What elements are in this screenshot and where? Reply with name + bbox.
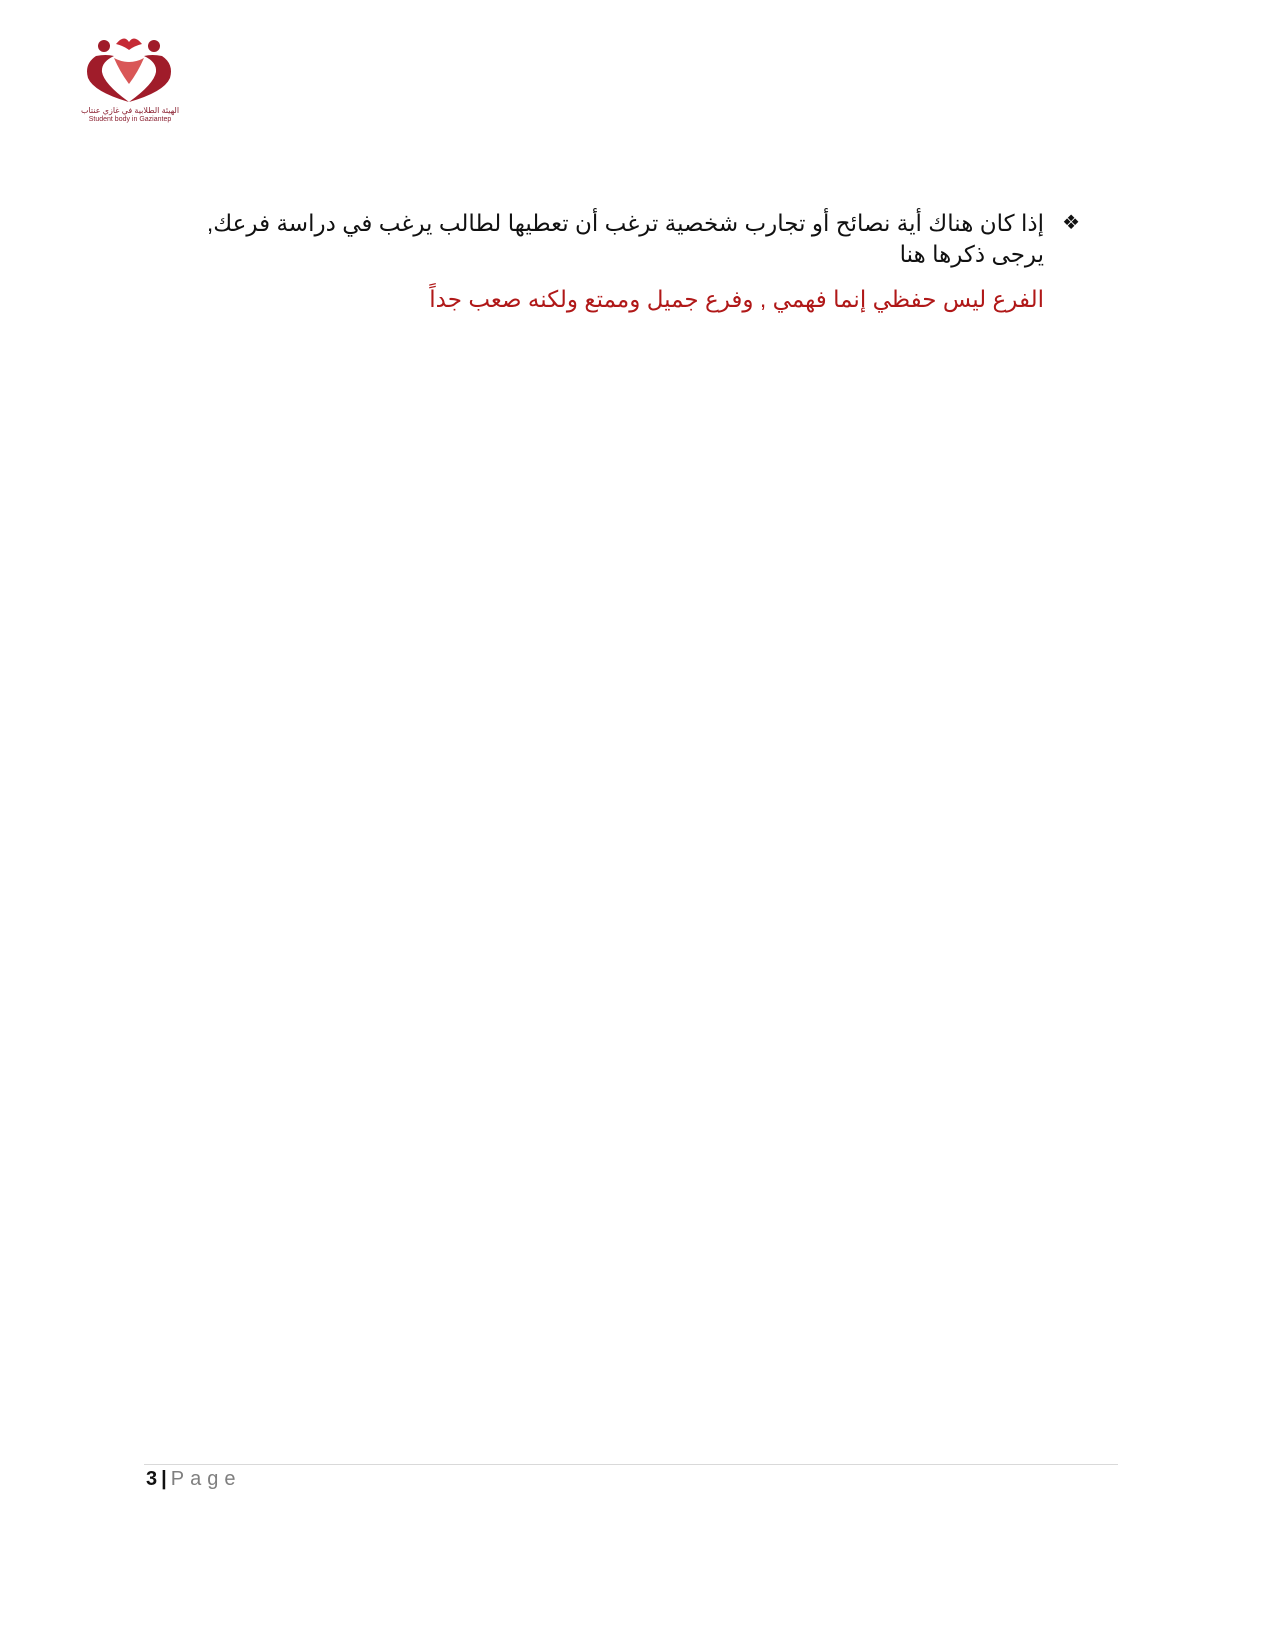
page-label: Page <box>170 1468 242 1490</box>
page-footer <box>146 1468 241 1491</box>
question-text: إذا كان هناك أية نصائح أو تجارب شخصية ترغب أن تعطيها لطالب يرغب في دراسة فرعك, يرجى ذكرها هنا <box>206 210 1044 267</box>
diamond-bullet-icon: ❖ <box>1062 212 1080 234</box>
footer-divider <box>144 1464 1118 1465</box>
answer-text: الفرع ليس حفظي إنما فهمي , وفرع جميل وممتع ولكنه صعب جداً <box>429 286 1044 312</box>
question-item <box>200 208 1080 270</box>
student-body-logo-icon <box>74 32 184 104</box>
page-number: 3 <box>146 1468 158 1490</box>
footer-separator: | <box>161 1468 167 1490</box>
logo <box>70 32 190 132</box>
document-content <box>200 208 1080 315</box>
logo-caption-arabic: الهيئة الطلابية في غازي عنتاب <box>80 106 180 115</box>
logo-caption-english: Student body in Gaziantep <box>88 116 172 123</box>
